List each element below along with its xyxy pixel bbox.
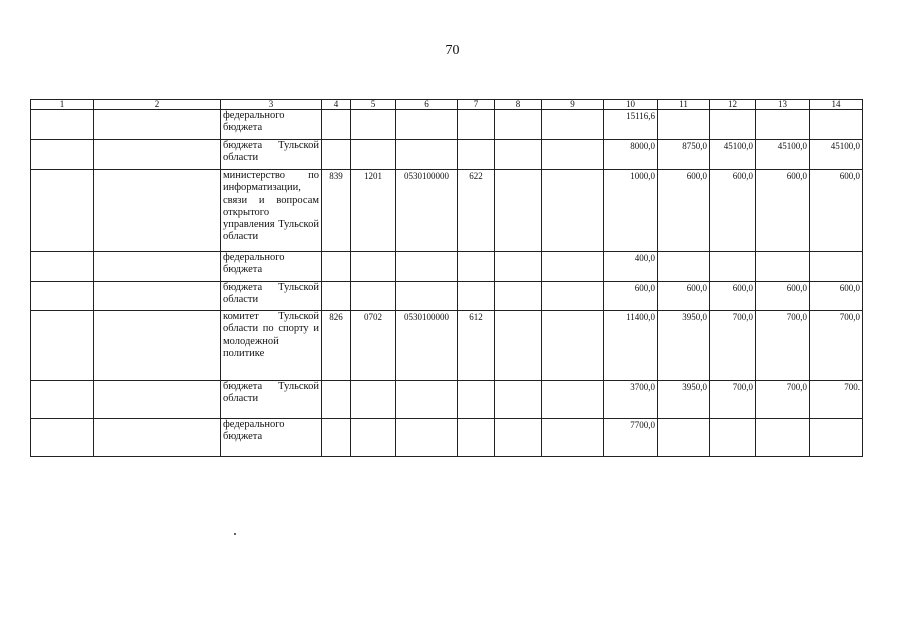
- table-cell: [458, 110, 495, 140]
- table-cell: [658, 252, 710, 282]
- table-cell: 600,0: [658, 170, 710, 252]
- table-cell: федерального бюджета: [221, 419, 322, 457]
- table-cell: [351, 252, 396, 282]
- table-cell: 839: [322, 170, 351, 252]
- page-number: 70: [445, 43, 460, 58]
- table-cell: 600,0: [710, 282, 756, 311]
- table-cell: [756, 252, 810, 282]
- table-cell: [542, 311, 604, 381]
- column-header: 3: [221, 100, 322, 110]
- table-header: [31, 100, 863, 110]
- table-cell: [94, 381, 221, 419]
- table-row: [31, 110, 863, 140]
- table-cell: [322, 381, 351, 419]
- table-cell: [495, 282, 542, 311]
- table-row: [31, 282, 863, 311]
- table-cell: [495, 110, 542, 140]
- table-cell: 45100,0: [710, 140, 756, 170]
- column-header: 10: [604, 100, 658, 110]
- table-cell: 8000,0: [604, 140, 658, 170]
- table-cell: 700,0: [710, 381, 756, 419]
- table-cell: бюджета Тульской области: [221, 140, 322, 170]
- table-row: [31, 140, 863, 170]
- table-cell: 700,0: [810, 311, 863, 381]
- table-cell: 700,0: [710, 311, 756, 381]
- scan-speck: [234, 533, 236, 535]
- table-cell: [322, 110, 351, 140]
- table-cell: 400,0: [604, 252, 658, 282]
- table-cell: 1201: [351, 170, 396, 252]
- table-cell: 700,0: [756, 311, 810, 381]
- table-cell: [756, 419, 810, 457]
- table-cell: [31, 419, 94, 457]
- table-cell: [495, 419, 542, 457]
- table-cell: [542, 381, 604, 419]
- table-cell: федерального бюджета: [221, 110, 322, 140]
- table-cell: 600,0: [604, 282, 658, 311]
- table-cell: 3950,0: [658, 311, 710, 381]
- table-row: [31, 311, 863, 381]
- table-cell: [396, 140, 458, 170]
- table-cell: 0530100000: [396, 170, 458, 252]
- column-header: 11: [658, 100, 710, 110]
- table-cell: 612: [458, 311, 495, 381]
- table-cell: [31, 170, 94, 252]
- table-cell: [495, 170, 542, 252]
- table-cell: 7700,0: [604, 419, 658, 457]
- table-cell: 600,0: [658, 282, 710, 311]
- column-header: 8: [495, 100, 542, 110]
- column-header: 1: [31, 100, 94, 110]
- table-cell: [94, 110, 221, 140]
- budget-table: [30, 99, 863, 457]
- table-cell: [658, 419, 710, 457]
- column-header: 7: [458, 100, 495, 110]
- table-row: [31, 419, 863, 457]
- column-header: 2: [94, 100, 221, 110]
- header-row: [31, 100, 863, 110]
- table-cell: 3700,0: [604, 381, 658, 419]
- table-cell: [810, 419, 863, 457]
- table-cell: [658, 110, 710, 140]
- table-cell: [31, 282, 94, 311]
- table-cell: [495, 311, 542, 381]
- table-cell: [351, 282, 396, 311]
- table-cell: федерального бюджета: [221, 252, 322, 282]
- table-body: [31, 110, 863, 457]
- table-cell: [542, 110, 604, 140]
- table-cell: [458, 252, 495, 282]
- table-cell: комитет Тульской области по спорту и молодежной политике: [221, 311, 322, 381]
- table-cell: [810, 110, 863, 140]
- table-cell: [458, 282, 495, 311]
- table-cell: [710, 419, 756, 457]
- table-cell: [542, 419, 604, 457]
- table-cell: [810, 252, 863, 282]
- column-header: 12: [710, 100, 756, 110]
- table-cell: [94, 419, 221, 457]
- table-cell: 8750,0: [658, 140, 710, 170]
- column-header: 14: [810, 100, 863, 110]
- table-cell: [542, 252, 604, 282]
- table-cell: 600,0: [710, 170, 756, 252]
- table-cell: 600,0: [756, 170, 810, 252]
- table-cell: [351, 419, 396, 457]
- table-cell: бюджета Тульской области: [221, 381, 322, 419]
- table-cell: 0702: [351, 311, 396, 381]
- table-row: [31, 170, 863, 252]
- table-cell: 600,0: [810, 282, 863, 311]
- table-cell: [31, 252, 94, 282]
- table-cell: [495, 140, 542, 170]
- column-header: 13: [756, 100, 810, 110]
- table-cell: [31, 110, 94, 140]
- table-cell: бюджета Тульской области: [221, 282, 322, 311]
- table-cell: [322, 419, 351, 457]
- table-cell: [495, 252, 542, 282]
- table-cell: [94, 282, 221, 311]
- table-cell: [396, 419, 458, 457]
- table-cell: [542, 170, 604, 252]
- table-cell: 3950,0: [658, 381, 710, 419]
- table-row: [31, 252, 863, 282]
- table-cell: [31, 311, 94, 381]
- table-cell: 700.: [810, 381, 863, 419]
- column-header: 4: [322, 100, 351, 110]
- table-cell: 1000,0: [604, 170, 658, 252]
- table-cell: [542, 140, 604, 170]
- table-cell: [495, 381, 542, 419]
- column-header: 5: [351, 100, 396, 110]
- table-cell: [710, 110, 756, 140]
- table-cell: [31, 140, 94, 170]
- table-cell: [351, 140, 396, 170]
- table-cell: [458, 140, 495, 170]
- table-cell: [94, 252, 221, 282]
- table-cell: [542, 282, 604, 311]
- table-cell: [458, 419, 495, 457]
- table-cell: [322, 140, 351, 170]
- table-cell: [710, 252, 756, 282]
- table-cell: 45100,0: [756, 140, 810, 170]
- table-cell: 11400,0: [604, 311, 658, 381]
- table-cell: [351, 110, 396, 140]
- table-cell: 0530100000: [396, 311, 458, 381]
- table-cell: министерство по информатизации, связи и вопросам открытого управления Тульской области: [221, 170, 322, 252]
- table-cell: [94, 311, 221, 381]
- table-cell: 15116,6: [604, 110, 658, 140]
- table-cell: [756, 110, 810, 140]
- table-cell: [396, 282, 458, 311]
- table-cell: [31, 381, 94, 419]
- table-cell: 826: [322, 311, 351, 381]
- table-cell: 45100,0: [810, 140, 863, 170]
- table-cell: [351, 381, 396, 419]
- table-cell: [458, 381, 495, 419]
- table-cell: 600,0: [756, 282, 810, 311]
- table-cell: [396, 110, 458, 140]
- table-cell: [94, 140, 221, 170]
- table-cell: [322, 252, 351, 282]
- column-header: 9: [542, 100, 604, 110]
- table-cell: [94, 170, 221, 252]
- table-row: [31, 381, 863, 419]
- table-cell: 700,0: [756, 381, 810, 419]
- table-cell: 622: [458, 170, 495, 252]
- table-cell: 600,0: [810, 170, 863, 252]
- column-header: 6: [396, 100, 458, 110]
- table-cell: [396, 381, 458, 419]
- table-cell: [396, 252, 458, 282]
- table-cell: [322, 282, 351, 311]
